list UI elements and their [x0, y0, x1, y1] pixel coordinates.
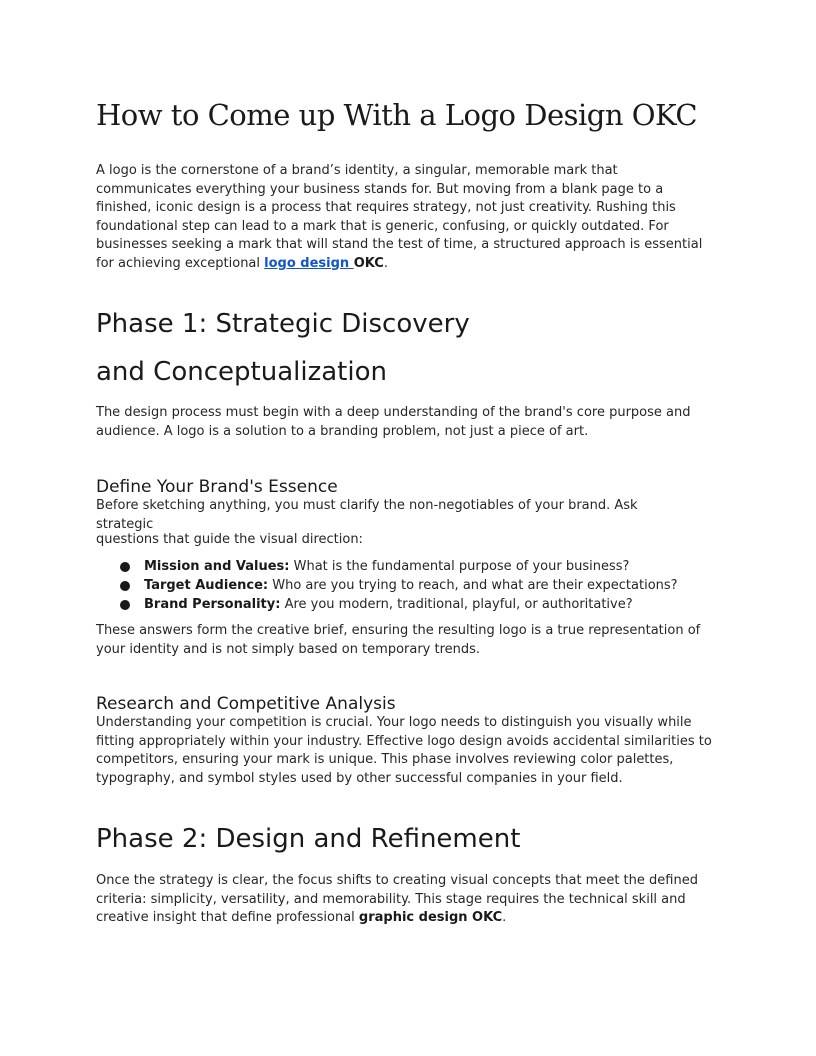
phase1-heading-line1: Phase 1: Strategic Discovery — [96, 309, 470, 339]
essence-text-1: Before sketching anything, you must clarify the non-negotiables of your brand. Ask strategic — [96, 498, 638, 532]
phase2-paragraph — [96, 872, 714, 928]
bullet-text: What is the fundamental purpose of your business? — [289, 559, 630, 574]
phase2-bold: graphic design OKC — [358, 910, 503, 925]
page-title: How to Come up With a Logo Design OKC — [96, 98, 698, 132]
phase2-end: . — [502, 910, 507, 925]
bullet-label: Target Audience: — [144, 578, 269, 593]
intro-text: A logo is the cornerstone of a brand’s identity, a singular, memorable mark that communicates everything your business stands for. But moving from a blank page to a finished, iconic design is a process that requires strategy, not just creativity. Rushing this foundational step can lead to a mark that is generic, confusing, or quickly outdated. For businesses seeking a mark that will stand the test of time, a structured approach is essential for achieving exceptional — [96, 163, 703, 271]
intro-paragraph — [96, 162, 714, 273]
phase2-text: Once the strategy is clear, the focus shifts to creating visual concepts that meet the defined criteria: simplicity, versatility, and memorability. This stage requires the technical skill and creative insight that define professional — [96, 873, 698, 925]
essence-heading: Define Your Brand's Essence — [96, 477, 338, 497]
bullet-label: Brand Personality: — [144, 597, 281, 612]
list-item — [96, 595, 678, 614]
research-heading: Research and Competitive Analysis — [96, 694, 396, 714]
essence-bullet-list — [96, 557, 678, 614]
phase1-paragraph: The design process must begin with a deep understanding of the brand's core purpose and audience. A logo is a solution to a branding problem, not just a piece of art. — [96, 405, 691, 439]
phase2-heading: Phase 2: Design and Refinement — [96, 824, 521, 854]
essence-after-paragraph: These answers form the creative brief, ensuring the resulting logo is a true representation of your identity and is not simply based on temporary trends. — [96, 623, 701, 657]
bullet-icon — [120, 562, 130, 572]
intro-bold-okc: OKC — [353, 255, 384, 271]
bullet-icon — [120, 581, 130, 591]
bullet-text: Who are you trying to reach, and what are their expectations? — [268, 578, 678, 593]
bullet-label: Mission and Values: — [144, 559, 290, 574]
research-paragraph: Understanding your competition is crucial. Your logo needs to distinguish you visually while fitting appropriately within your industry. Effective logo design avoids accidental similarities to competitors, ensuring your mark is unique. This phase involves reviewing color palettes, typography, and symbol styles used by other successful companies in your field. — [96, 715, 712, 786]
list-item — [96, 557, 678, 576]
essence-text-2: questions that guide the visual direction: — [96, 532, 363, 547]
logo-design-link[interactable]: logo design — [264, 255, 354, 271]
list-item — [96, 576, 678, 595]
phase1-heading-line2: and Conceptualization — [96, 357, 387, 387]
intro-end: . — [383, 255, 388, 271]
bullet-text: Are you modern, traditional, playful, or authoritative? — [280, 597, 633, 612]
bullet-icon — [120, 600, 130, 610]
